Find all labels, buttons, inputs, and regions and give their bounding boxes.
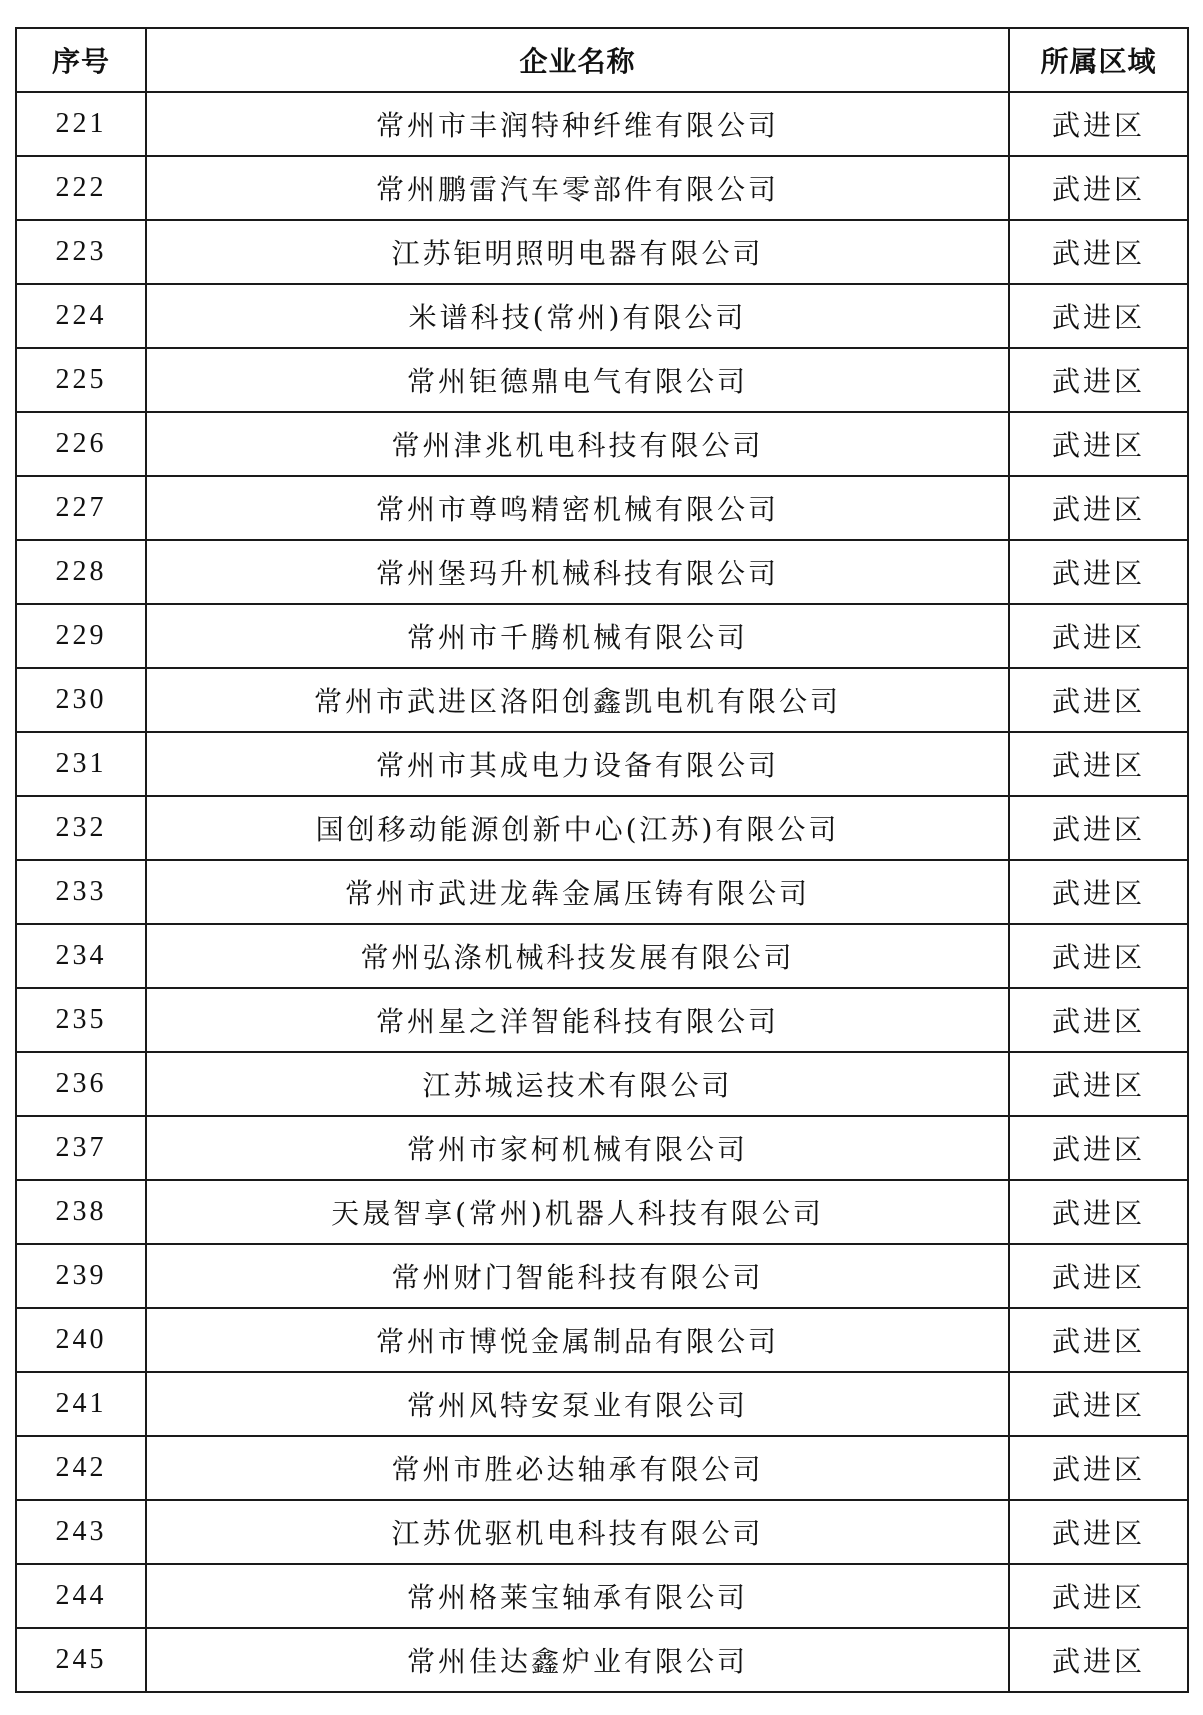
table-row bbox=[16, 988, 1188, 1052]
region-cell: 武进区 bbox=[1009, 1628, 1188, 1692]
company-name-cell: 常州市其成电力设备有限公司 bbox=[146, 732, 1009, 796]
header-serial-number: 序号 bbox=[16, 28, 146, 92]
serial-number-cell: 244 bbox=[16, 1564, 146, 1628]
region-cell: 武进区 bbox=[1009, 476, 1188, 540]
table-row bbox=[16, 348, 1188, 412]
serial-number-cell: 227 bbox=[16, 476, 146, 540]
table-row bbox=[16, 1180, 1188, 1244]
region-cell: 武进区 bbox=[1009, 732, 1188, 796]
serial-number-cell: 232 bbox=[16, 796, 146, 860]
table-row bbox=[16, 1436, 1188, 1500]
region-cell: 武进区 bbox=[1009, 988, 1188, 1052]
serial-number-cell: 225 bbox=[16, 348, 146, 412]
table-row bbox=[16, 1116, 1188, 1180]
table-row bbox=[16, 1244, 1188, 1308]
company-name-cell: 江苏钜明照明电器有限公司 bbox=[146, 220, 1009, 284]
region-cell: 武进区 bbox=[1009, 668, 1188, 732]
table-row bbox=[16, 924, 1188, 988]
table-row bbox=[16, 476, 1188, 540]
serial-number-cell: 240 bbox=[16, 1308, 146, 1372]
company-name-cell: 常州市胜必达轴承有限公司 bbox=[146, 1436, 1009, 1500]
company-name-cell: 米谱科技(常州)有限公司 bbox=[146, 284, 1009, 348]
serial-number-cell: 223 bbox=[16, 220, 146, 284]
company-name-cell: 常州风特安泵业有限公司 bbox=[146, 1372, 1009, 1436]
company-name-cell: 常州格莱宝轴承有限公司 bbox=[146, 1564, 1009, 1628]
region-cell: 武进区 bbox=[1009, 1052, 1188, 1116]
serial-number-cell: 235 bbox=[16, 988, 146, 1052]
region-cell: 武进区 bbox=[1009, 924, 1188, 988]
serial-number-cell: 233 bbox=[16, 860, 146, 924]
serial-number-cell: 224 bbox=[16, 284, 146, 348]
header-region: 所属区域 bbox=[1009, 28, 1188, 92]
company-name-cell: 常州市博悦金属制品有限公司 bbox=[146, 1308, 1009, 1372]
region-cell: 武进区 bbox=[1009, 1116, 1188, 1180]
region-cell: 武进区 bbox=[1009, 1180, 1188, 1244]
company-name-cell: 常州弘涤机械科技发展有限公司 bbox=[146, 924, 1009, 988]
company-list-table bbox=[15, 27, 1189, 1693]
company-name-cell: 常州市家柯机械有限公司 bbox=[146, 1116, 1009, 1180]
company-name-cell: 国创移动能源创新中心(江苏)有限公司 bbox=[146, 796, 1009, 860]
serial-number-cell: 245 bbox=[16, 1628, 146, 1692]
company-name-cell: 常州市丰润特种纤维有限公司 bbox=[146, 92, 1009, 156]
region-cell: 武进区 bbox=[1009, 412, 1188, 476]
serial-number-cell: 229 bbox=[16, 604, 146, 668]
company-name-cell: 常州市武进区洛阳创鑫凯电机有限公司 bbox=[146, 668, 1009, 732]
region-cell: 武进区 bbox=[1009, 92, 1188, 156]
region-cell: 武进区 bbox=[1009, 220, 1188, 284]
company-name-cell: 常州星之洋智能科技有限公司 bbox=[146, 988, 1009, 1052]
serial-number-cell: 231 bbox=[16, 732, 146, 796]
serial-number-cell: 243 bbox=[16, 1500, 146, 1564]
region-cell: 武进区 bbox=[1009, 284, 1188, 348]
serial-number-cell: 222 bbox=[16, 156, 146, 220]
company-name-cell: 常州市武进龙犇金属压铸有限公司 bbox=[146, 860, 1009, 924]
company-name-cell: 天晟智享(常州)机器人科技有限公司 bbox=[146, 1180, 1009, 1244]
company-name-cell: 常州钜德鼎电气有限公司 bbox=[146, 348, 1009, 412]
region-cell: 武进区 bbox=[1009, 1372, 1188, 1436]
company-name-cell: 常州佳达鑫炉业有限公司 bbox=[146, 1628, 1009, 1692]
region-cell: 武进区 bbox=[1009, 1308, 1188, 1372]
region-cell: 武进区 bbox=[1009, 540, 1188, 604]
serial-number-cell: 234 bbox=[16, 924, 146, 988]
table-row bbox=[16, 1628, 1188, 1692]
serial-number-cell: 238 bbox=[16, 1180, 146, 1244]
table-row bbox=[16, 1372, 1188, 1436]
region-cell: 武进区 bbox=[1009, 1436, 1188, 1500]
table-body bbox=[16, 92, 1188, 1692]
region-cell: 武进区 bbox=[1009, 1500, 1188, 1564]
table-row bbox=[16, 284, 1188, 348]
table-row bbox=[16, 732, 1188, 796]
region-cell: 武进区 bbox=[1009, 348, 1188, 412]
serial-number-cell: 241 bbox=[16, 1372, 146, 1436]
table-row bbox=[16, 1564, 1188, 1628]
region-cell: 武进区 bbox=[1009, 796, 1188, 860]
company-name-cell: 常州市尊鸣精密机械有限公司 bbox=[146, 476, 1009, 540]
company-name-cell: 常州堡玛升机械科技有限公司 bbox=[146, 540, 1009, 604]
company-name-cell: 常州财门智能科技有限公司 bbox=[146, 1244, 1009, 1308]
table-row bbox=[16, 860, 1188, 924]
company-name-cell: 常州鹏雷汽车零部件有限公司 bbox=[146, 156, 1009, 220]
table-header-row bbox=[16, 28, 1188, 92]
table-row bbox=[16, 604, 1188, 668]
company-name-cell: 常州市千腾机械有限公司 bbox=[146, 604, 1009, 668]
company-name-cell: 江苏城运技术有限公司 bbox=[146, 1052, 1009, 1116]
table-row bbox=[16, 1500, 1188, 1564]
table-row bbox=[16, 1308, 1188, 1372]
table-row bbox=[16, 412, 1188, 476]
region-cell: 武进区 bbox=[1009, 860, 1188, 924]
table-row bbox=[16, 540, 1188, 604]
serial-number-cell: 221 bbox=[16, 92, 146, 156]
table-row bbox=[16, 92, 1188, 156]
region-cell: 武进区 bbox=[1009, 156, 1188, 220]
table-row bbox=[16, 796, 1188, 860]
serial-number-cell: 226 bbox=[16, 412, 146, 476]
serial-number-cell: 242 bbox=[16, 1436, 146, 1500]
region-cell: 武进区 bbox=[1009, 1564, 1188, 1628]
header-company-name: 企业名称 bbox=[146, 28, 1009, 92]
serial-number-cell: 230 bbox=[16, 668, 146, 732]
table-row bbox=[16, 1052, 1188, 1116]
region-cell: 武进区 bbox=[1009, 604, 1188, 668]
serial-number-cell: 228 bbox=[16, 540, 146, 604]
company-name-cell: 常州津兆机电科技有限公司 bbox=[146, 412, 1009, 476]
company-name-cell: 江苏优驱机电科技有限公司 bbox=[146, 1500, 1009, 1564]
table-row bbox=[16, 668, 1188, 732]
table-row bbox=[16, 220, 1188, 284]
serial-number-cell: 239 bbox=[16, 1244, 146, 1308]
serial-number-cell: 236 bbox=[16, 1052, 146, 1116]
region-cell: 武进区 bbox=[1009, 1244, 1188, 1308]
table-row bbox=[16, 156, 1188, 220]
serial-number-cell: 237 bbox=[16, 1116, 146, 1180]
